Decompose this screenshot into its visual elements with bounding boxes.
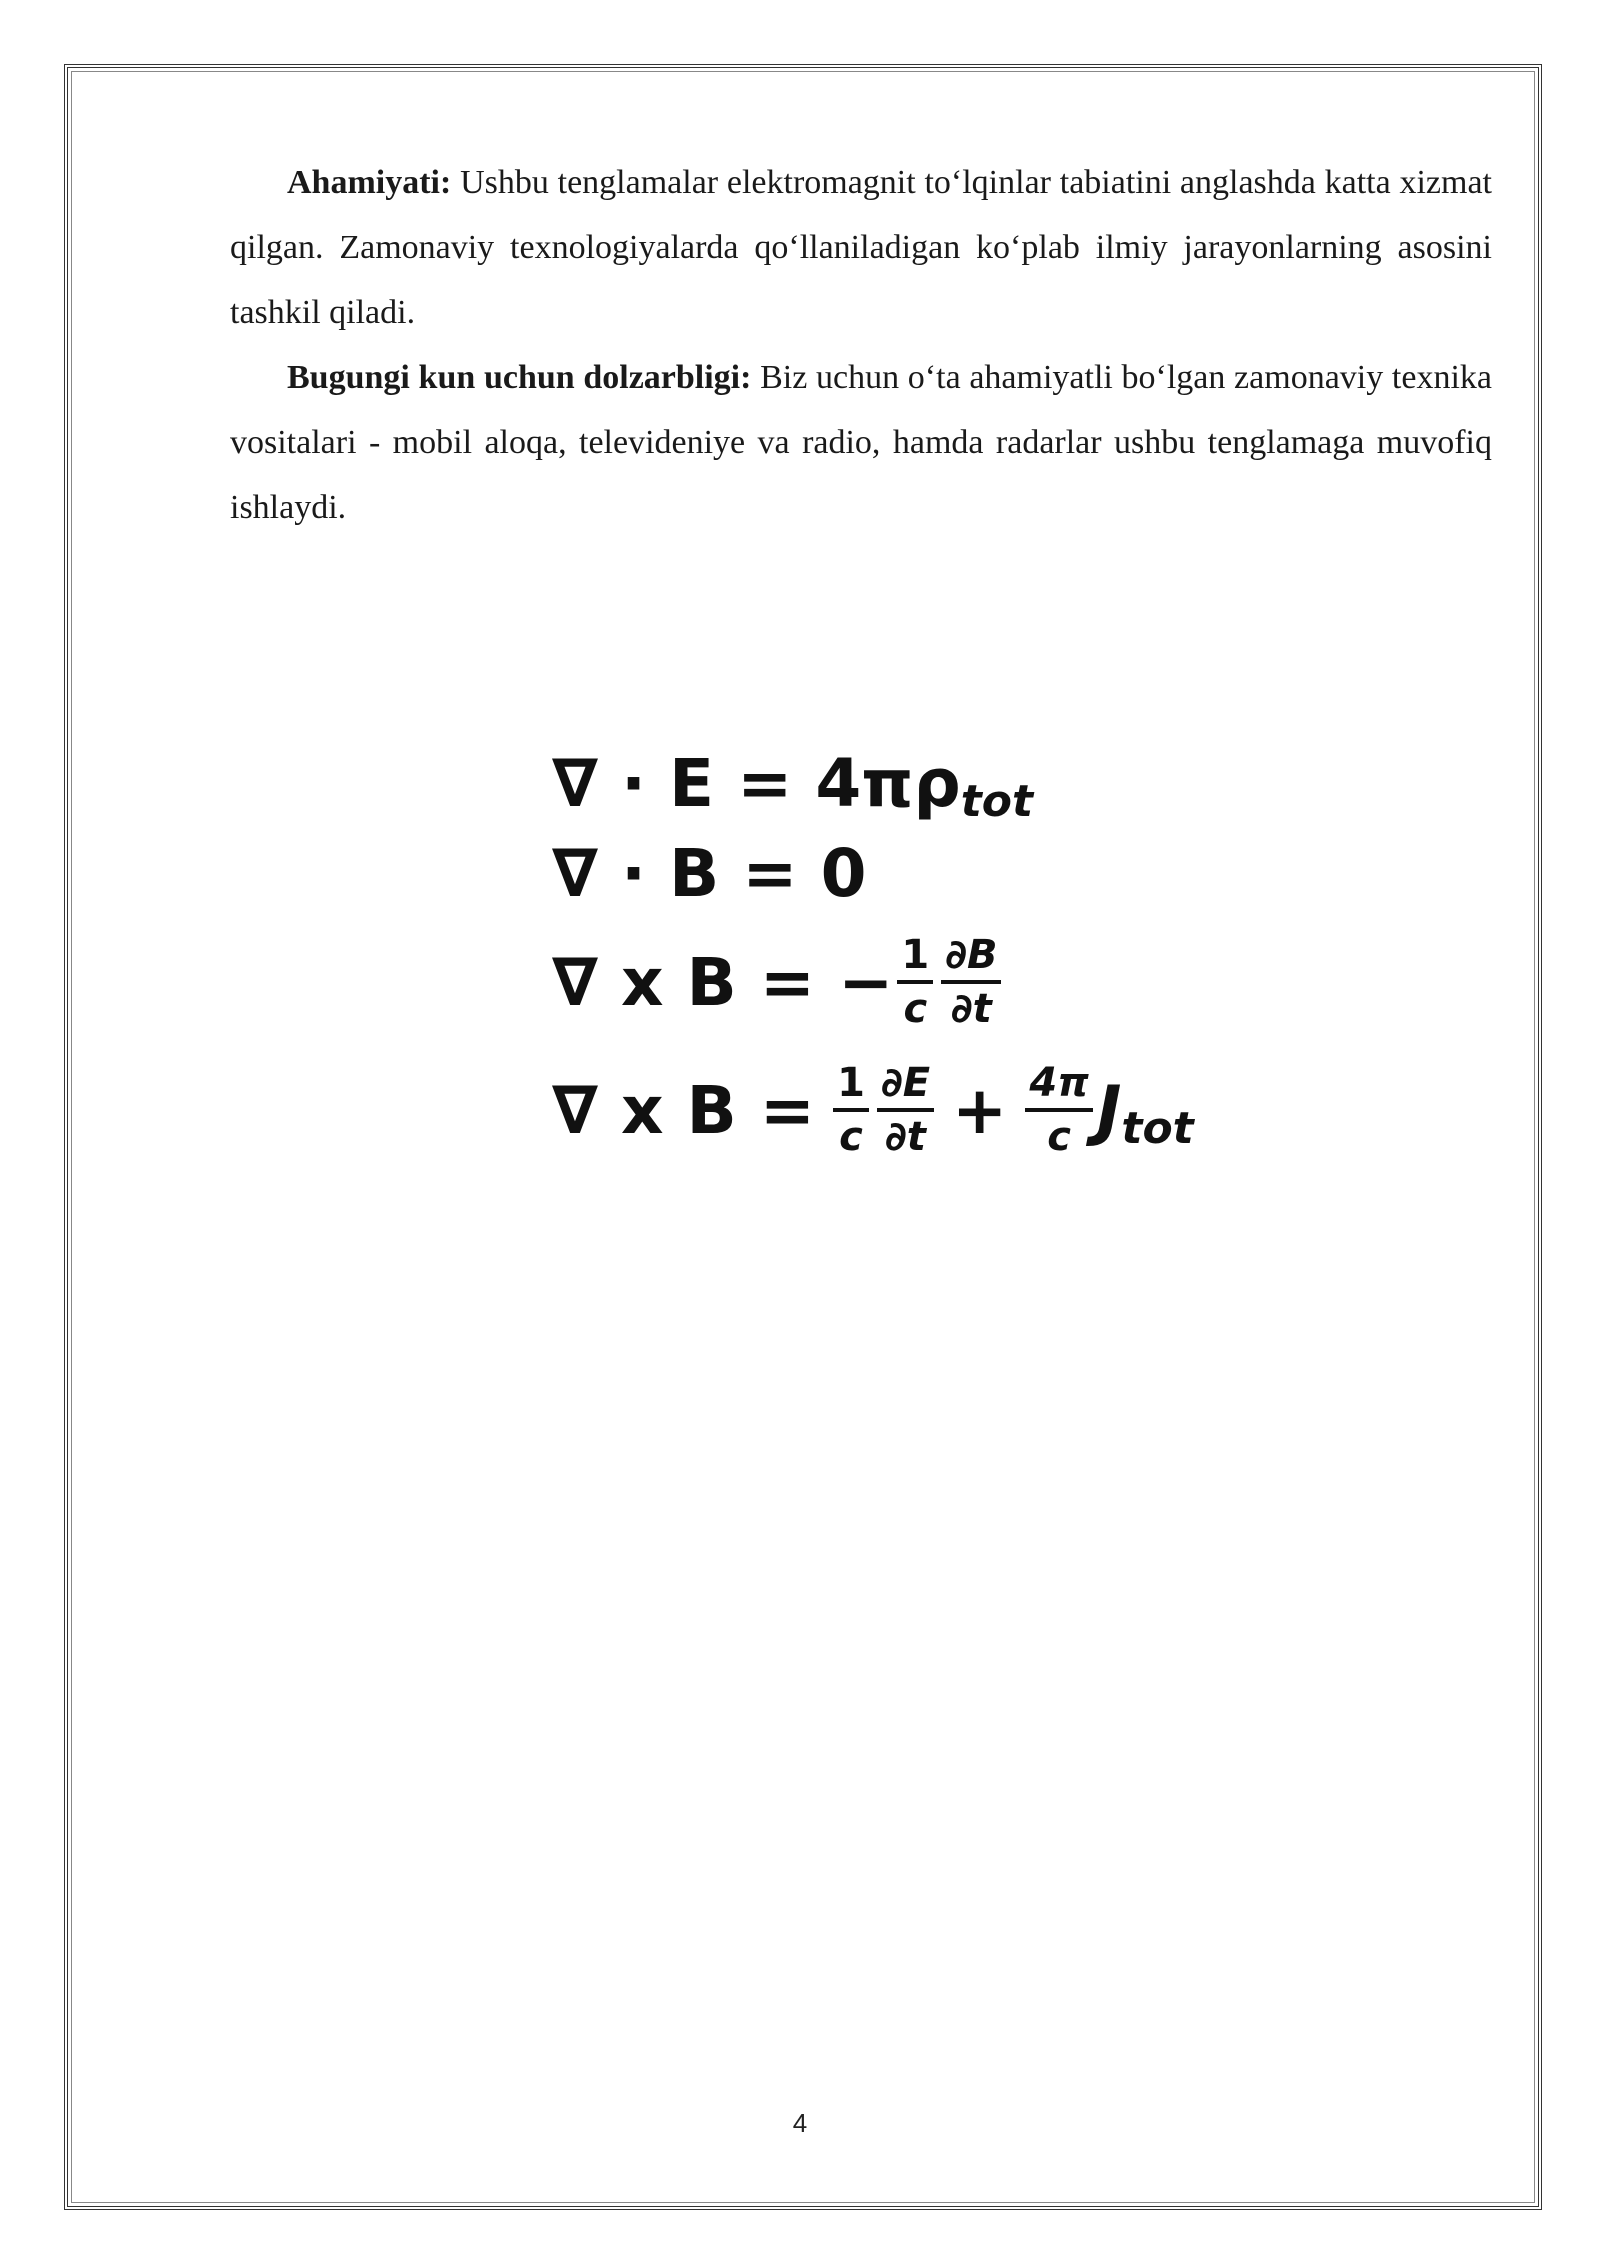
plus-sign: + [952, 1071, 1008, 1149]
equation-expression: ∇ x B = − [552, 943, 894, 1021]
equation-expression: ∇ · B = 0 [552, 834, 867, 912]
fraction [897, 932, 933, 1032]
maxwell-equations [552, 738, 1252, 1174]
fraction [941, 932, 1001, 1032]
fraction [877, 1060, 934, 1160]
fraction [833, 1060, 869, 1160]
paragraph-label: Ahamiyati: [287, 164, 452, 201]
paragraph-relevance [230, 345, 1492, 540]
current-density-symbol: J [1096, 1071, 1122, 1149]
fraction-numerator: 1 [833, 1060, 869, 1112]
paragraph-significance [230, 150, 1492, 345]
fraction-denominator: ∂t [950, 986, 992, 1032]
equation-subscript: tot [1121, 1102, 1194, 1154]
fraction-denominator: ∂t [885, 1114, 926, 1160]
fraction-numerator: 4π [1025, 1060, 1092, 1112]
page-number: 4 [792, 2108, 808, 2138]
paragraph-text: Biz uchun o‘ta ahamiyatli bo‘lgan zamonaviy texnika vositalari - mobil aloqa, televideniye va radio, hamda radarlar ushbu tenglamaga muvofiq ishlaydi. [230, 359, 1492, 526]
equation-expression: ∇ · E = 4πρ [552, 744, 961, 822]
equation-gauss-electric [552, 738, 1252, 828]
paragraph-label: Bugungi kun uchun dolzarbligi: [287, 359, 752, 396]
equation-gauss-magnetic [552, 828, 1252, 918]
equation-expression: ∇ x B = [552, 1071, 816, 1149]
fraction-denominator: c [903, 986, 928, 1032]
body-text [230, 150, 1492, 540]
fraction-numerator: 1 [897, 932, 933, 984]
paragraph-text: Ushbu tenglamalar elektromagnit to‘lqinlar tabiatini anglashda katta xizmat qilgan. Zamonaviy texnologiyalarda qo‘llaniladigan ko‘plab ilmiy jarayonlarning asosini tashkil qiladi. [230, 164, 1492, 331]
fraction-numerator: ∂B [941, 932, 1001, 984]
fraction-denominator: c [839, 1114, 863, 1160]
equation-subscript: tot [960, 775, 1034, 827]
fraction-denominator: c [1047, 1114, 1071, 1160]
fraction-numerator: ∂E [877, 1060, 934, 1112]
equation-faraday [552, 918, 1252, 1046]
fraction [1025, 1060, 1092, 1160]
equation-ampere-maxwell [552, 1046, 1252, 1174]
